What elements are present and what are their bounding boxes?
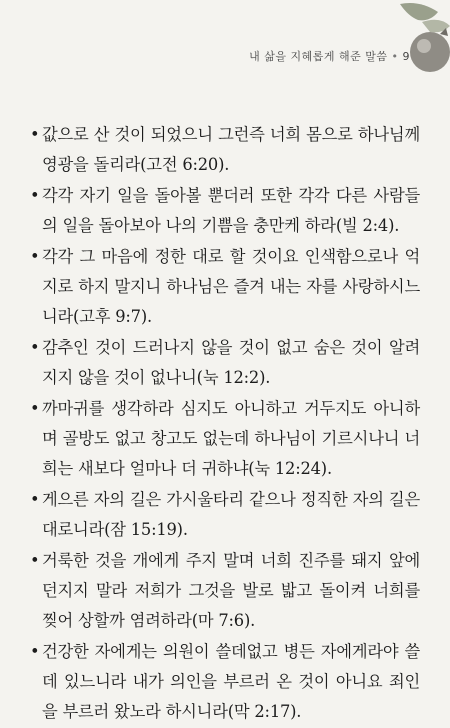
bullet-icon: • xyxy=(30,186,40,205)
bullet-icon: • xyxy=(30,125,40,144)
verse-list xyxy=(30,120,420,728)
verse-text: 거룩한 것을 개에게 주지 말며 너희 진주를 돼지 앞에 던지지 말라 저희가 그것을 발로 밟고 돌이켜 너희를 찢어 상할까 염려하라(마 7:6). xyxy=(42,551,420,630)
bullet-icon: • xyxy=(30,338,40,357)
running-title: 내 삶을 지혜롭게 해준 말씀 xyxy=(249,50,388,63)
verse-item xyxy=(30,242,420,332)
verse-item xyxy=(30,637,420,727)
verse-text: 건강한 자에게는 의원이 쓸데없고 병든 자에게라야 쓸데 있느니라 내가 의인을 부르러 온 것이 아니요 죄인을 부르러 왔노라 하시니라(막 2:17). xyxy=(42,642,420,721)
page-number: 9 xyxy=(402,50,410,63)
running-header xyxy=(249,48,410,64)
verse-text: 까마귀를 생각하라 심지도 아니하고 거두지도 아니하며 골방도 없고 창고도 없는데 하나님이 기르시나니 너희는 새보다 얼마나 더 귀하냐(눅 12:24). xyxy=(42,399,420,478)
verse-item xyxy=(30,120,420,180)
verse-text: 각각 자기 일을 돌아볼 뿐더러 또한 각각 다른 사람들의 일을 돌아보아 나의 기쁨을 충만케 하라(빌 2:4). xyxy=(42,186,420,235)
bullet-icon: • xyxy=(30,551,40,570)
verse-item xyxy=(30,546,420,636)
verse-text: 값으로 산 것이 되었으니 그런즉 너희 몸으로 하나님께 영광을 돌리라(고전 6:20). xyxy=(42,125,420,174)
verse-item xyxy=(30,485,420,545)
verse-text: 게으른 자의 길은 가시울타리 같으나 정직한 자의 길은 대로니라(잠 15:19). xyxy=(42,490,420,539)
verse-item xyxy=(30,394,420,484)
verse-item xyxy=(30,333,420,393)
bullet-icon: • xyxy=(30,642,40,661)
header-separator: • xyxy=(391,50,399,63)
verse-text: 감추인 것이 드러나지 않을 것이 없고 숨은 것이 알려지지 않을 것이 없나니(눅 12:2). xyxy=(42,338,420,387)
bullet-icon: • xyxy=(30,399,40,418)
pomegranate-illustration xyxy=(360,0,450,90)
verse-text: 각각 그 마음에 정한 대로 할 것이요 인색함으로나 억지로 하지 말지니 하나님은 즐겨 내는 자를 사랑하시느니라(고후 9:7). xyxy=(42,247,420,326)
verse-item xyxy=(30,181,420,241)
bullet-icon: • xyxy=(30,490,40,509)
bullet-icon: • xyxy=(30,247,40,266)
